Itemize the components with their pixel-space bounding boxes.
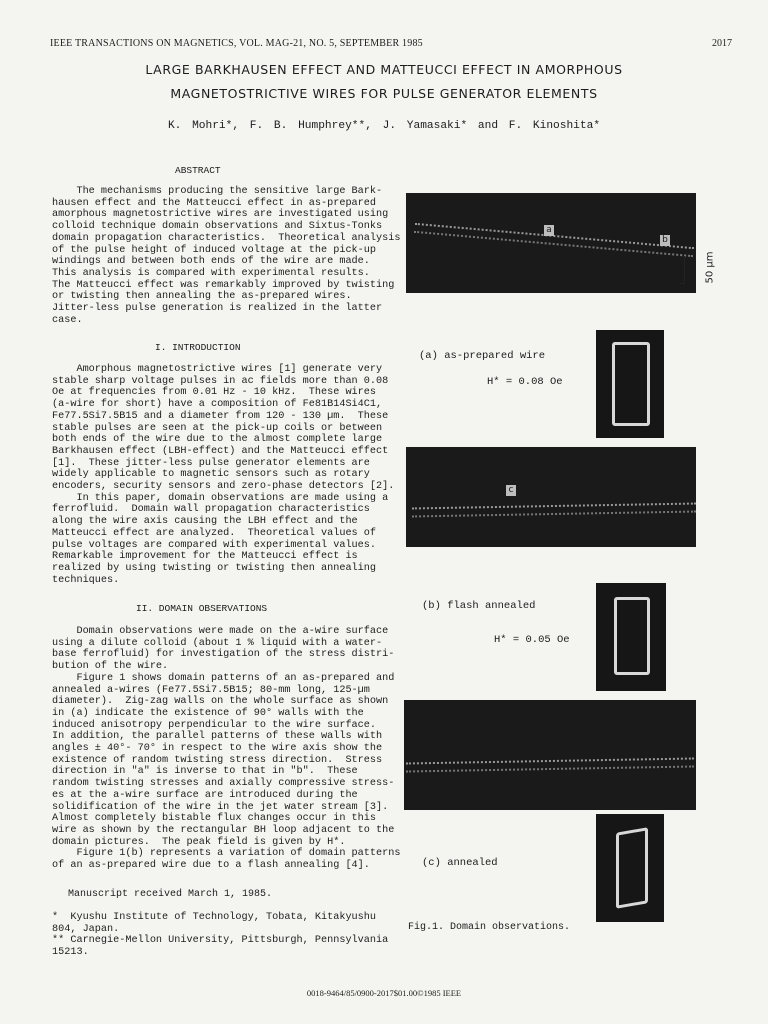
domain-photo-c — [404, 700, 696, 810]
caption-a: (a) as-prepared wire — [419, 350, 546, 362]
wire-trace — [406, 757, 694, 772]
scale-label: 50 µm — [704, 251, 716, 284]
bh-loop-b — [596, 583, 666, 691]
page-number: 2017 — [712, 38, 732, 49]
peak-field-b: H* = 0.05 Oe — [494, 634, 570, 646]
bh-loop-a — [596, 330, 664, 438]
caption-c: (c) annealed — [422, 857, 498, 869]
label-a: a — [544, 225, 554, 236]
paper-title-line-2: MAGNETOSTRICTIVE WIRES FOR PULSE GENERATOR ELEMENTS — [170, 86, 598, 101]
wire-trace — [412, 503, 696, 518]
bh-loop-c — [596, 814, 664, 922]
wire-trace — [414, 223, 694, 257]
bh-loop-trace — [612, 342, 650, 426]
introduction-text: Amorphous magnetostrictive wires [1] generate very stable sharp voltage pulses in ac fields more than 0.08 Oe at frequencies from 0.01 Hz - 10 kHz. These wires (a-wire for short) have a composition of Fe81B14Si4C1, Fe77.5Si7.5B15 and a diameter from 120 - 130 µm. These stable pulses are seen at the pick-up coils or between both ends of the wire due to the almost complete large Barkhausen effect (LBH-effect) and the Matteucci effect [1]. These jitter-less pulse generator elements are widely applicable to magnetic sensors such as rotary encoders, security sensors and zero-phase detectors [2]. In this paper, domain observations are made using a ferrofluid. Domain wall propagation characteristics along the wire axis causing the LBH effect and the Matteucci effect are analyzed. Theoretical values of pulse voltages are compared with experimental values. Remarkable improvement for the Matteucci effect is realized by using twisting or twisting then annealing techniques. — [52, 364, 395, 586]
manuscript-received: Manuscript received March 1, 1985. — [68, 889, 273, 900]
label-c: c — [506, 485, 516, 496]
author-footnotes: * Kyushu Institute of Technology, Tobata, Kitakyushu 804, Japan. ** Carnegie-Mellon University, Pittsburgh, Pennsylvania 15213. — [52, 912, 389, 959]
abstract-text: The mechanisms producing the sensitive large Bark- hausen effect and the Matteucci effect in as-prepared amorphous magnetostrictive wires are investigated using colloid technique domain observations and Sixtus-Tonks domain propagation characteristics. Theoretical analysis of the pulse height of induced voltage at the pick-up windings and between both ends of the wire are made. This analysis is compared with experimental results. The Matteucci effect was remarkably improved by twisting or twisting then annealing the as-prepared wires. Jitter-less pulse generation is realized in the latter case. — [52, 186, 401, 326]
label-b: b — [660, 235, 670, 246]
domain-observations-text: Domain observations were made on the a-wire surface using a dilute colloid (about 1 % liquid with a water- base ferrofluid) for investigation of the stress distri- bution of the wire. Figure 1 shows domain patterns of an as-prepared and annealed a-wires (Fe77.5Si7.5B15; 80-mm long, 125-µm diameter). Zig-zag walls on the whole surface as shown in (a) indicate the existence of 90° walls with the induced anisotropy perpendicular to the wire surface. In addition, the parallel patterns of these walls with angles ± 40°- 70° in respect to the wire axis show the existence of random twisting stress direction. Stress direction in "a" is inverse to that in "b". These random twisting stresses and axially compressive stress- es at the a-wire surface are introduced during the solidification of the wire in the jet water stream [3]. Almost completely bistable flux changes occur in this wire as shown by the rectangular BH loop adjacent to the domain pictures. The peak field is given by H*. Figure 1(b) represents a variation of domain patterns of an as-prepared wire due to a flash annealing [4]. — [52, 626, 401, 872]
abstract-heading: ABSTRACT — [175, 165, 221, 176]
scale-bar — [680, 256, 685, 284]
bh-loop-trace — [614, 597, 650, 675]
domain-observations-heading: II. DOMAIN OBSERVATIONS — [136, 603, 268, 614]
copyright-line: 0018-9464/85/0900-2017$01.00©1985 IEEE — [306, 988, 462, 998]
peak-field-a: H* = 0.08 Oe — [487, 376, 563, 388]
journal-header: IEEE TRANSACTIONS ON MAGNETICS, VOL. MAG-21, NO. 5, SEPTEMBER 1985 — [50, 38, 423, 49]
caption-b: (b) flash annealed — [422, 600, 536, 612]
paper-title-line-1: LARGE BARKHAUSEN EFFECT AND MATTEUCCI EFFECT IN AMORPHOUS — [145, 62, 623, 77]
domain-photo-a — [406, 193, 696, 293]
bh-loop-trace — [616, 827, 648, 909]
authors: K. Mohri*, F. B. Humphrey**, J. Yamasaki* and F. Kinoshita* — [167, 120, 601, 132]
domain-photo-b — [406, 447, 696, 547]
figure-caption: Fig.1. Domain observations. — [408, 922, 571, 933]
introduction-heading: I. INTRODUCTION — [155, 342, 241, 353]
